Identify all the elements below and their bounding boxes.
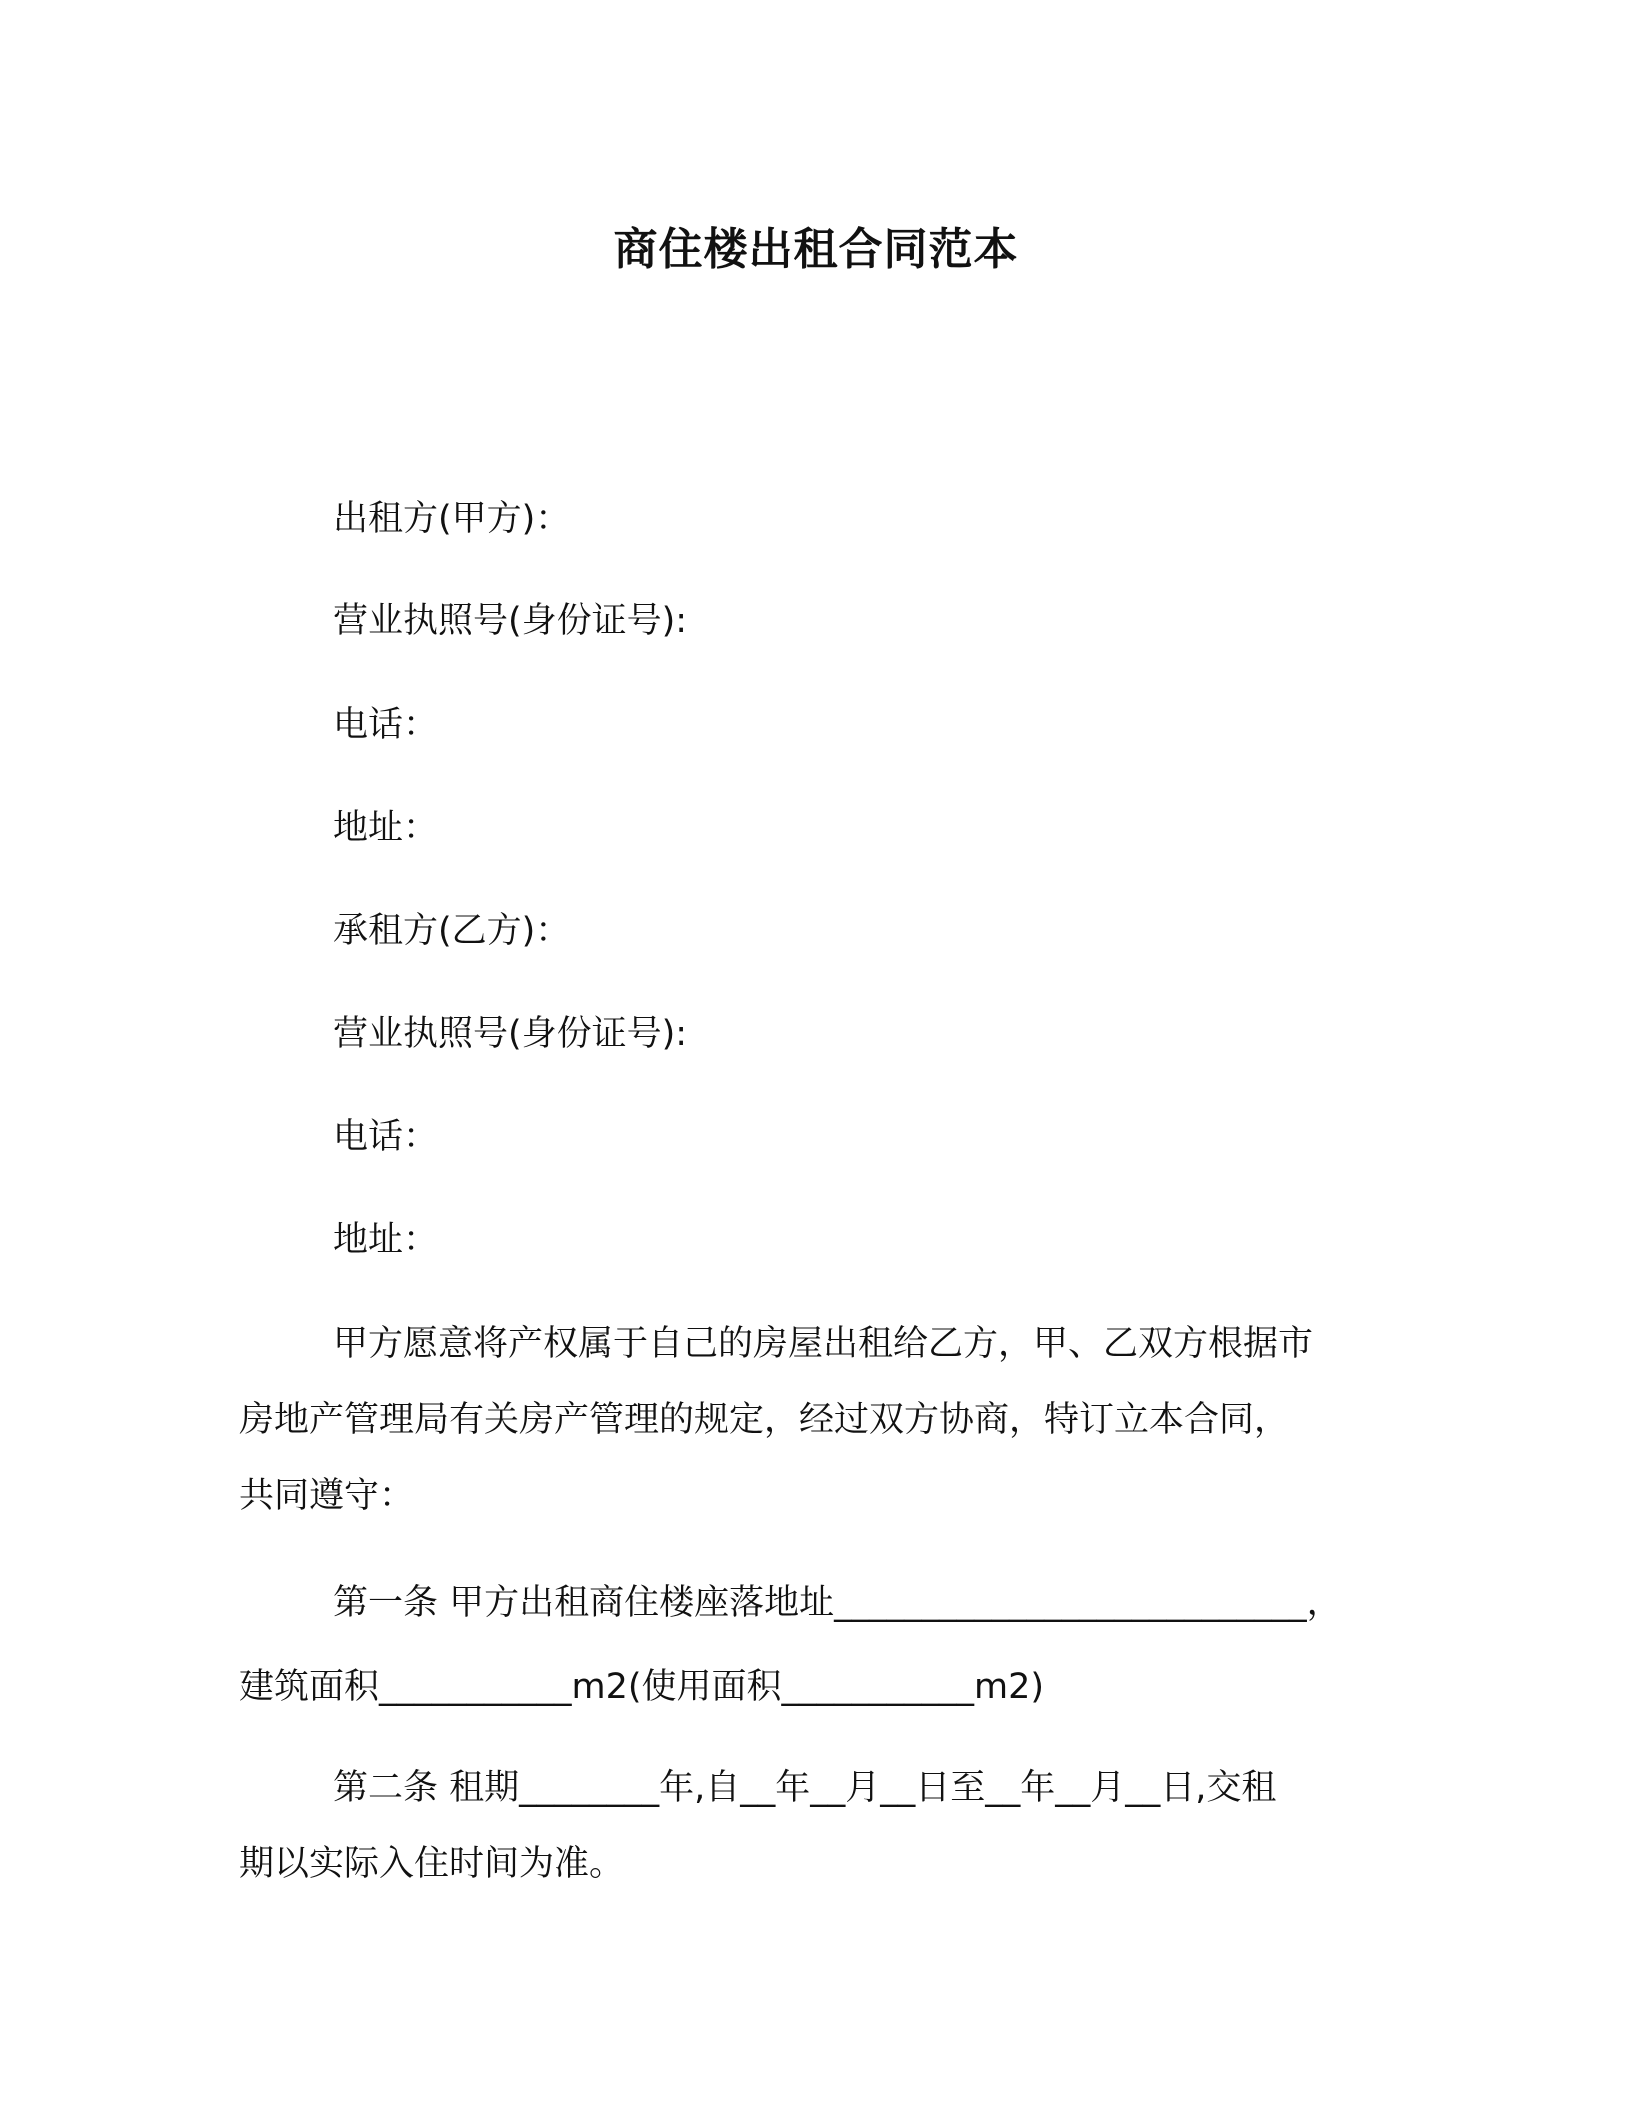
lessee-license-label: 营业执照号(身份证号): <box>333 1014 688 1054</box>
preamble-line: 房地产管理局有关房产管理的规定，经过双方协商，特订立本合同， <box>239 1400 1290 1440</box>
lessor-address-label: 地址： <box>333 808 439 848</box>
lessor-phone-label: 电话： <box>333 705 439 745</box>
preamble-line: 共同遵守： <box>239 1476 415 1516</box>
article-2-line: 期以实际入住时间为准。 <box>239 1844 625 1884</box>
article-1-paragraph <box>239 1578 1389 1712</box>
lessee-phone-label: 电话： <box>333 1117 439 1157</box>
article-2-line: 第二条 租期________年,自__年__月__日至__年__月__日,交租 <box>333 1768 1277 1808</box>
article-2-paragraph <box>239 1763 1389 1889</box>
document-title: 商住楼出租合同范本 <box>613 224 1019 275</box>
lessor-license-label: 营业执照号(身份证号): <box>333 601 688 641</box>
article-1-line: 建筑面积___________m2(使用面积___________m2) <box>239 1667 1045 1707</box>
lessor-party-label: 出租方(甲方)： <box>333 499 571 539</box>
preamble-paragraph <box>239 1319 1389 1521</box>
lessee-party-label: 承租方(乙方)： <box>333 911 571 951</box>
preamble-line: 甲方愿意将产权属于自己的房屋出租给乙方，甲、乙双方根据市 <box>333 1324 1314 1364</box>
lessee-address-label: 地址： <box>333 1220 439 1260</box>
article-1-line: 第一条 甲方出租商住楼座落地址___________________________， <box>333 1583 1342 1623</box>
